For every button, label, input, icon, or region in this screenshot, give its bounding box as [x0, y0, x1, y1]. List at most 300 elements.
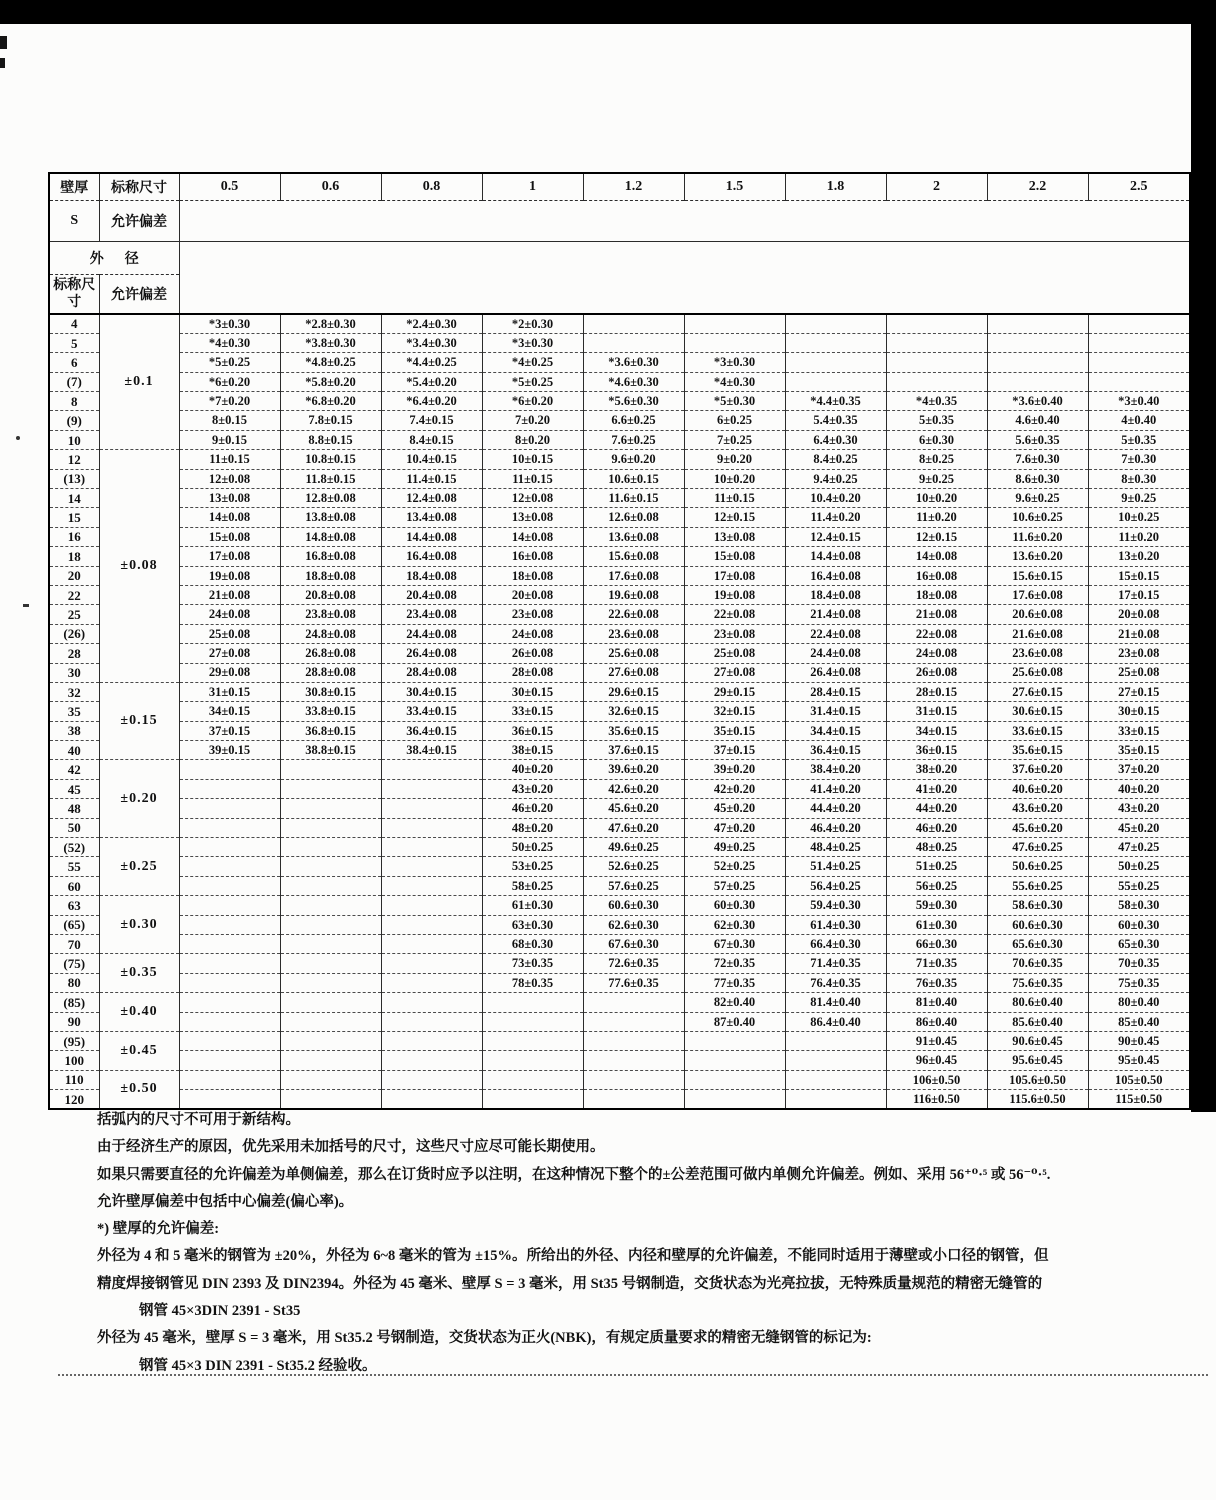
value-cell: 85.6±0.40 — [987, 1012, 1088, 1031]
table-row — [49, 644, 1190, 663]
value-cell: 9.4±0.25 — [785, 469, 886, 488]
value-cell — [381, 779, 482, 798]
value-cell: 33.4±0.15 — [381, 702, 482, 721]
value-cell: 31±0.15 — [886, 702, 987, 721]
value-cell: 17±0.15 — [1088, 585, 1190, 604]
table-row — [49, 333, 1190, 352]
value-cell — [886, 372, 987, 391]
value-cell: 43±0.20 — [482, 779, 583, 798]
value-cell: 59.4±0.30 — [785, 896, 886, 915]
tolerance-table — [48, 172, 1191, 1110]
value-cell: 61.4±0.30 — [785, 915, 886, 934]
table-row — [49, 663, 1190, 682]
value-cell: 27.6±0.15 — [987, 682, 1088, 701]
value-cell: 21±0.08 — [1088, 624, 1190, 643]
scan-speck — [16, 436, 20, 440]
value-cell: 13±0.08 — [684, 527, 785, 546]
size-cell: (9) — [49, 411, 99, 430]
deviation-group-cell: ±0.40 — [99, 993, 179, 1032]
value-cell: 38.4±0.15 — [381, 741, 482, 760]
value-cell: 30.8±0.15 — [280, 682, 381, 701]
value-cell: 26±0.08 — [886, 663, 987, 682]
value-cell — [684, 1051, 785, 1070]
value-cell: 12.4±0.08 — [381, 489, 482, 508]
value-cell — [179, 954, 280, 973]
value-cell: 39.6±0.20 — [583, 760, 684, 779]
value-cell: *3±0.40 — [1088, 392, 1190, 411]
value-cell — [1088, 372, 1190, 391]
value-cell — [280, 838, 381, 857]
value-cell — [179, 896, 280, 915]
thickness-col-header: 2.2 — [987, 173, 1088, 201]
value-cell: 15.6±0.15 — [987, 566, 1088, 585]
value-cell — [280, 896, 381, 915]
size-cell: 80 — [49, 973, 99, 992]
value-cell: 15±0.08 — [684, 547, 785, 566]
value-cell: 65.6±0.30 — [987, 935, 1088, 954]
value-cell: 12±0.15 — [684, 508, 785, 527]
value-cell: 50.6±0.25 — [987, 857, 1088, 876]
table-row — [49, 392, 1190, 411]
value-cell: 35±0.15 — [684, 721, 785, 740]
value-cell: 45±0.20 — [1088, 818, 1190, 837]
value-cell: 36±0.15 — [886, 741, 987, 760]
value-cell: 23±0.08 — [482, 605, 583, 624]
value-cell: 25±0.08 — [1088, 663, 1190, 682]
value-cell: *4.4±0.35 — [785, 392, 886, 411]
table-row — [49, 1090, 1190, 1109]
value-cell: 16.4±0.08 — [785, 566, 886, 585]
value-cell: 40±0.20 — [482, 760, 583, 779]
value-cell: 72.6±0.35 — [583, 954, 684, 973]
value-cell: 11±0.20 — [886, 508, 987, 527]
value-cell: 90.6±0.45 — [987, 1031, 1088, 1050]
table-row — [49, 450, 1190, 469]
value-cell — [785, 333, 886, 352]
deviation-group-cell: ±0.20 — [99, 760, 179, 838]
value-cell — [179, 1070, 280, 1089]
deviation-group-cell: ±0.50 — [99, 1070, 179, 1109]
value-cell: 20.4±0.08 — [381, 585, 482, 604]
value-cell — [684, 1070, 785, 1089]
value-cell — [179, 799, 280, 818]
value-cell: 39±0.15 — [179, 741, 280, 760]
value-cell: 105±0.50 — [1088, 1070, 1190, 1089]
value-cell — [280, 973, 381, 992]
table-row — [49, 721, 1190, 740]
value-cell — [179, 760, 280, 779]
table-row — [49, 702, 1190, 721]
value-cell: 33±0.15 — [1088, 721, 1190, 740]
tolerance-table-body — [49, 314, 1190, 1109]
table-row — [49, 818, 1190, 837]
value-cell: 55.6±0.25 — [987, 876, 1088, 895]
size-cell: 38 — [49, 721, 99, 740]
value-cell — [381, 954, 482, 973]
value-cell: 24±0.08 — [179, 605, 280, 624]
size-cell: 50 — [49, 818, 99, 837]
size-cell: 22 — [49, 585, 99, 604]
value-cell: 49±0.25 — [684, 838, 785, 857]
value-cell: 36.4±0.15 — [785, 741, 886, 760]
value-cell: 77±0.35 — [684, 973, 785, 992]
value-cell — [381, 876, 482, 895]
value-cell: 25±0.08 — [179, 624, 280, 643]
value-cell — [280, 993, 381, 1012]
value-cell: 32.6±0.15 — [583, 702, 684, 721]
value-cell — [381, 857, 482, 876]
size-cell: 70 — [49, 935, 99, 954]
value-cell: 11±0.20 — [1088, 527, 1190, 546]
value-cell: 7.4±0.15 — [381, 411, 482, 430]
value-cell: 61±0.30 — [886, 915, 987, 934]
value-cell — [280, 779, 381, 798]
header-row-thickness — [49, 173, 1190, 201]
value-cell: 7.6±0.30 — [987, 450, 1088, 469]
value-cell: 60±0.30 — [684, 896, 785, 915]
value-cell: 34±0.15 — [886, 721, 987, 740]
value-cell: 47±0.20 — [684, 818, 785, 837]
value-cell: 13.6±0.08 — [583, 527, 684, 546]
value-cell: 10.6±0.15 — [583, 469, 684, 488]
value-cell: 46±0.20 — [886, 818, 987, 837]
value-cell: 9.6±0.25 — [987, 489, 1088, 508]
value-cell: 16.8±0.08 — [280, 547, 381, 566]
value-cell: 8.6±0.30 — [987, 469, 1088, 488]
od-nominal-size-label: 标称尺寸 — [49, 275, 99, 315]
footnote-line: 精度焊接钢管见 DIN 2393 及 DIN2394。外径为 45 毫米、壁厚 S = 3 毫米，用 St35 号钢制造，交货状态为光亮拉拔，无特殊质量规范的精密无缝管的 — [97, 1275, 1043, 1292]
value-cell: 39±0.20 — [684, 760, 785, 779]
value-cell: 11±0.15 — [179, 450, 280, 469]
value-cell: 43±0.20 — [1088, 799, 1190, 818]
value-cell: 36.8±0.15 — [280, 721, 381, 740]
value-cell: 14±0.08 — [886, 547, 987, 566]
value-cell: *4.6±0.30 — [583, 372, 684, 391]
value-cell: 8±0.30 — [1088, 469, 1190, 488]
table-row — [49, 430, 1190, 449]
value-cell: 45±0.20 — [684, 799, 785, 818]
deviation-group-cell: ±0.25 — [99, 838, 179, 896]
scan-speck — [23, 604, 29, 607]
size-cell: 35 — [49, 702, 99, 721]
value-cell: 67.6±0.30 — [583, 935, 684, 954]
value-cell: 14.4±0.08 — [381, 527, 482, 546]
value-cell: 106±0.50 — [886, 1070, 987, 1089]
value-cell: 53±0.25 — [482, 857, 583, 876]
value-cell: 75±0.35 — [1088, 973, 1190, 992]
value-cell: *3±0.30 — [179, 314, 280, 333]
table-row — [49, 353, 1190, 372]
size-cell: 6 — [49, 353, 99, 372]
value-cell: 10.4±0.15 — [381, 450, 482, 469]
value-cell: 9±0.25 — [1088, 489, 1190, 508]
value-cell: 95.6±0.45 — [987, 1051, 1088, 1070]
table-row — [49, 935, 1190, 954]
value-cell: 23.6±0.08 — [987, 644, 1088, 663]
value-cell: 24.4±0.08 — [785, 644, 886, 663]
value-cell: 31±0.15 — [179, 682, 280, 701]
header-empty-area — [179, 201, 1190, 242]
scan-artifact-top-bar — [0, 0, 1216, 24]
value-cell — [1088, 333, 1190, 352]
value-cell: 30±0.15 — [482, 682, 583, 701]
table-row — [49, 1031, 1190, 1050]
table-row — [49, 973, 1190, 992]
value-cell: 43.6±0.20 — [987, 799, 1088, 818]
value-cell: 13.6±0.20 — [987, 547, 1088, 566]
value-cell: 48±0.25 — [886, 838, 987, 857]
value-cell — [381, 838, 482, 857]
value-cell: 23.8±0.08 — [280, 605, 381, 624]
value-cell — [179, 779, 280, 798]
footnote-line: 由于经济生产的原因，优先采用未加括号的尺寸，这些尺寸应尽可能长期使用。 — [97, 1139, 605, 1156]
table-row — [49, 993, 1190, 1012]
value-cell: *3.6±0.30 — [583, 353, 684, 372]
value-cell: 10±0.25 — [1088, 508, 1190, 527]
value-cell: 50±0.25 — [482, 838, 583, 857]
value-cell: 14.8±0.08 — [280, 527, 381, 546]
size-cell: 42 — [49, 760, 99, 779]
value-cell: 35.6±0.15 — [583, 721, 684, 740]
value-cell: 48.4±0.25 — [785, 838, 886, 857]
value-cell: 17.6±0.08 — [583, 566, 684, 585]
value-cell: 18±0.08 — [482, 566, 583, 585]
value-cell: 27±0.08 — [179, 644, 280, 663]
deviation-group-cell: ±0.08 — [99, 450, 179, 683]
value-cell: 66±0.30 — [886, 935, 987, 954]
value-cell: 71.4±0.35 — [785, 954, 886, 973]
value-cell: *5.6±0.30 — [583, 392, 684, 411]
value-cell — [381, 760, 482, 779]
value-cell: 24.8±0.08 — [280, 624, 381, 643]
value-cell: 42±0.20 — [684, 779, 785, 798]
value-cell: 71±0.35 — [886, 954, 987, 973]
header-row-outer-diameter — [49, 242, 1190, 275]
value-cell — [785, 353, 886, 372]
value-cell: 30±0.15 — [1088, 702, 1190, 721]
value-cell — [583, 1031, 684, 1050]
value-cell — [280, 1090, 381, 1109]
value-cell — [179, 915, 280, 934]
value-cell: 38±0.15 — [482, 741, 583, 760]
value-cell: 5.6±0.35 — [987, 430, 1088, 449]
value-cell: 11.6±0.20 — [987, 527, 1088, 546]
value-cell: 60.6±0.30 — [583, 896, 684, 915]
size-cell: (85) — [49, 993, 99, 1012]
size-cell: (13) — [49, 469, 99, 488]
value-cell: 20±0.08 — [1088, 605, 1190, 624]
value-cell: 24.4±0.08 — [381, 624, 482, 643]
value-cell: 9.6±0.20 — [583, 450, 684, 469]
value-cell: 70.6±0.35 — [987, 954, 1088, 973]
value-cell: 8.4±0.25 — [785, 450, 886, 469]
table-row — [49, 1070, 1190, 1089]
size-cell: (75) — [49, 954, 99, 973]
value-cell: 19.6±0.08 — [583, 585, 684, 604]
value-cell: 10±0.20 — [886, 489, 987, 508]
footnote-line-designation: 钢管 45×3 DIN 2391 - St35.2 经验收。 — [139, 1357, 377, 1374]
value-cell: 15.6±0.08 — [583, 547, 684, 566]
value-cell: 42.6±0.20 — [583, 779, 684, 798]
value-cell: 31.4±0.15 — [785, 702, 886, 721]
value-cell: 46.4±0.20 — [785, 818, 886, 837]
value-cell: 44.4±0.20 — [785, 799, 886, 818]
value-cell — [179, 818, 280, 837]
value-cell: 8±0.25 — [886, 450, 987, 469]
value-cell — [280, 799, 381, 818]
value-cell: 87±0.40 — [684, 1012, 785, 1031]
value-cell: 81±0.40 — [886, 993, 987, 1012]
value-cell — [179, 935, 280, 954]
value-cell: 41±0.20 — [886, 779, 987, 798]
value-cell: 27.6±0.08 — [583, 663, 684, 682]
value-cell: 38.4±0.20 — [785, 760, 886, 779]
thickness-col-header: 2 — [886, 173, 987, 201]
value-cell — [583, 1051, 684, 1070]
value-cell: 51.4±0.25 — [785, 857, 886, 876]
value-cell — [179, 857, 280, 876]
value-cell: 86±0.40 — [886, 1012, 987, 1031]
value-cell: 33±0.15 — [482, 702, 583, 721]
value-cell: 24±0.08 — [886, 644, 987, 663]
value-cell: 17±0.08 — [179, 547, 280, 566]
value-cell: 11.4±0.15 — [381, 469, 482, 488]
value-cell: 6.6±0.25 — [583, 411, 684, 430]
value-cell — [482, 993, 583, 1012]
table-row — [49, 876, 1190, 895]
value-cell — [179, 876, 280, 895]
nominal-size-label: 标称尺寸 — [99, 173, 179, 201]
footnote-line-designation: 钢管 45×3DIN 2391 - St35 — [139, 1303, 301, 1320]
value-cell: 13±0.08 — [482, 508, 583, 527]
table-row — [49, 585, 1190, 604]
value-cell — [1088, 353, 1190, 372]
value-cell: 58.6±0.30 — [987, 896, 1088, 915]
value-cell: 66.4±0.30 — [785, 935, 886, 954]
table-row — [49, 1012, 1190, 1031]
deviation-group-cell: ±0.1 — [99, 314, 179, 450]
value-cell: 10.8±0.15 — [280, 450, 381, 469]
value-cell: 45.6±0.20 — [987, 818, 1088, 837]
value-cell: 9±0.15 — [179, 430, 280, 449]
value-cell: 29±0.15 — [684, 682, 785, 701]
scan-speck — [0, 36, 7, 49]
size-cell: 48 — [49, 799, 99, 818]
value-cell — [280, 954, 381, 973]
value-cell: 49.6±0.25 — [583, 838, 684, 857]
value-cell — [280, 760, 381, 779]
value-cell: 47±0.25 — [1088, 838, 1190, 857]
header-empty-area — [179, 242, 1190, 315]
value-cell — [280, 857, 381, 876]
value-cell: *5.8±0.20 — [280, 372, 381, 391]
thickness-col-header: 1 — [482, 173, 583, 201]
thickness-col-header: 0.5 — [179, 173, 280, 201]
value-cell — [886, 333, 987, 352]
value-cell: 5.4±0.35 — [785, 411, 886, 430]
size-cell: (7) — [49, 372, 99, 391]
value-cell: 56.4±0.25 — [785, 876, 886, 895]
table-row — [49, 624, 1190, 643]
value-cell: 7±0.20 — [482, 411, 583, 430]
value-cell: 22.4±0.08 — [785, 624, 886, 643]
value-cell: 45.6±0.20 — [583, 799, 684, 818]
value-cell: 16±0.08 — [482, 547, 583, 566]
value-cell: *6±0.20 — [482, 392, 583, 411]
value-cell: 33.6±0.15 — [987, 721, 1088, 740]
value-cell: 26±0.08 — [482, 644, 583, 663]
value-cell — [381, 1090, 482, 1109]
value-cell: 14±0.08 — [482, 527, 583, 546]
thickness-col-header: 0.6 — [280, 173, 381, 201]
value-cell: 37±0.15 — [179, 721, 280, 740]
value-cell — [684, 1090, 785, 1109]
size-cell: 60 — [49, 876, 99, 895]
value-cell: 23±0.08 — [1088, 644, 1190, 663]
table-row — [49, 314, 1190, 333]
value-cell — [280, 1031, 381, 1050]
value-cell — [583, 993, 684, 1012]
value-cell — [583, 333, 684, 352]
value-cell — [179, 838, 280, 857]
table-row — [49, 799, 1190, 818]
value-cell: 40±0.20 — [1088, 779, 1190, 798]
value-cell: 18.4±0.08 — [381, 566, 482, 585]
value-cell: 72±0.35 — [684, 954, 785, 973]
value-cell: 13.8±0.08 — [280, 508, 381, 527]
size-cell: 45 — [49, 779, 99, 798]
value-cell: 77.6±0.35 — [583, 973, 684, 992]
footnote-line: 括弧内的尺寸不可用于新结构。 — [97, 1112, 300, 1128]
size-cell: 90 — [49, 1012, 99, 1031]
header-row-s — [49, 201, 1190, 242]
value-cell: 68±0.30 — [482, 935, 583, 954]
value-cell: *2±0.30 — [482, 314, 583, 333]
value-cell: 58±0.25 — [482, 876, 583, 895]
value-cell: 34±0.15 — [179, 702, 280, 721]
value-cell: 12±0.08 — [179, 469, 280, 488]
value-cell: 10.4±0.20 — [785, 489, 886, 508]
value-cell — [179, 993, 280, 1012]
table-row — [49, 954, 1190, 973]
value-cell: 11±0.15 — [684, 489, 785, 508]
value-cell: 78±0.35 — [482, 973, 583, 992]
value-cell: *3.8±0.30 — [280, 333, 381, 352]
value-cell: 16.4±0.08 — [381, 547, 482, 566]
value-cell: 40.6±0.20 — [987, 779, 1088, 798]
value-cell: 28±0.15 — [886, 682, 987, 701]
value-cell — [280, 1070, 381, 1089]
deviation-group-cell: ±0.45 — [99, 1031, 179, 1070]
value-cell: 8.8±0.15 — [280, 430, 381, 449]
value-cell: 23±0.08 — [684, 624, 785, 643]
size-cell: 8 — [49, 392, 99, 411]
value-cell — [684, 1031, 785, 1050]
value-cell: 58±0.30 — [1088, 896, 1190, 915]
value-cell: 10±0.15 — [482, 450, 583, 469]
value-cell: 8±0.15 — [179, 411, 280, 430]
table-row — [49, 527, 1190, 546]
value-cell: 52±0.25 — [684, 857, 785, 876]
value-cell: 11.4±0.20 — [785, 508, 886, 527]
value-cell: 10.6±0.25 — [987, 508, 1088, 527]
value-cell: 50±0.25 — [1088, 857, 1190, 876]
value-cell — [381, 799, 482, 818]
value-cell: 8.4±0.15 — [381, 430, 482, 449]
value-cell: 15±0.15 — [1088, 566, 1190, 585]
value-cell: 15±0.08 — [179, 527, 280, 546]
value-cell: 115.6±0.50 — [987, 1090, 1088, 1109]
